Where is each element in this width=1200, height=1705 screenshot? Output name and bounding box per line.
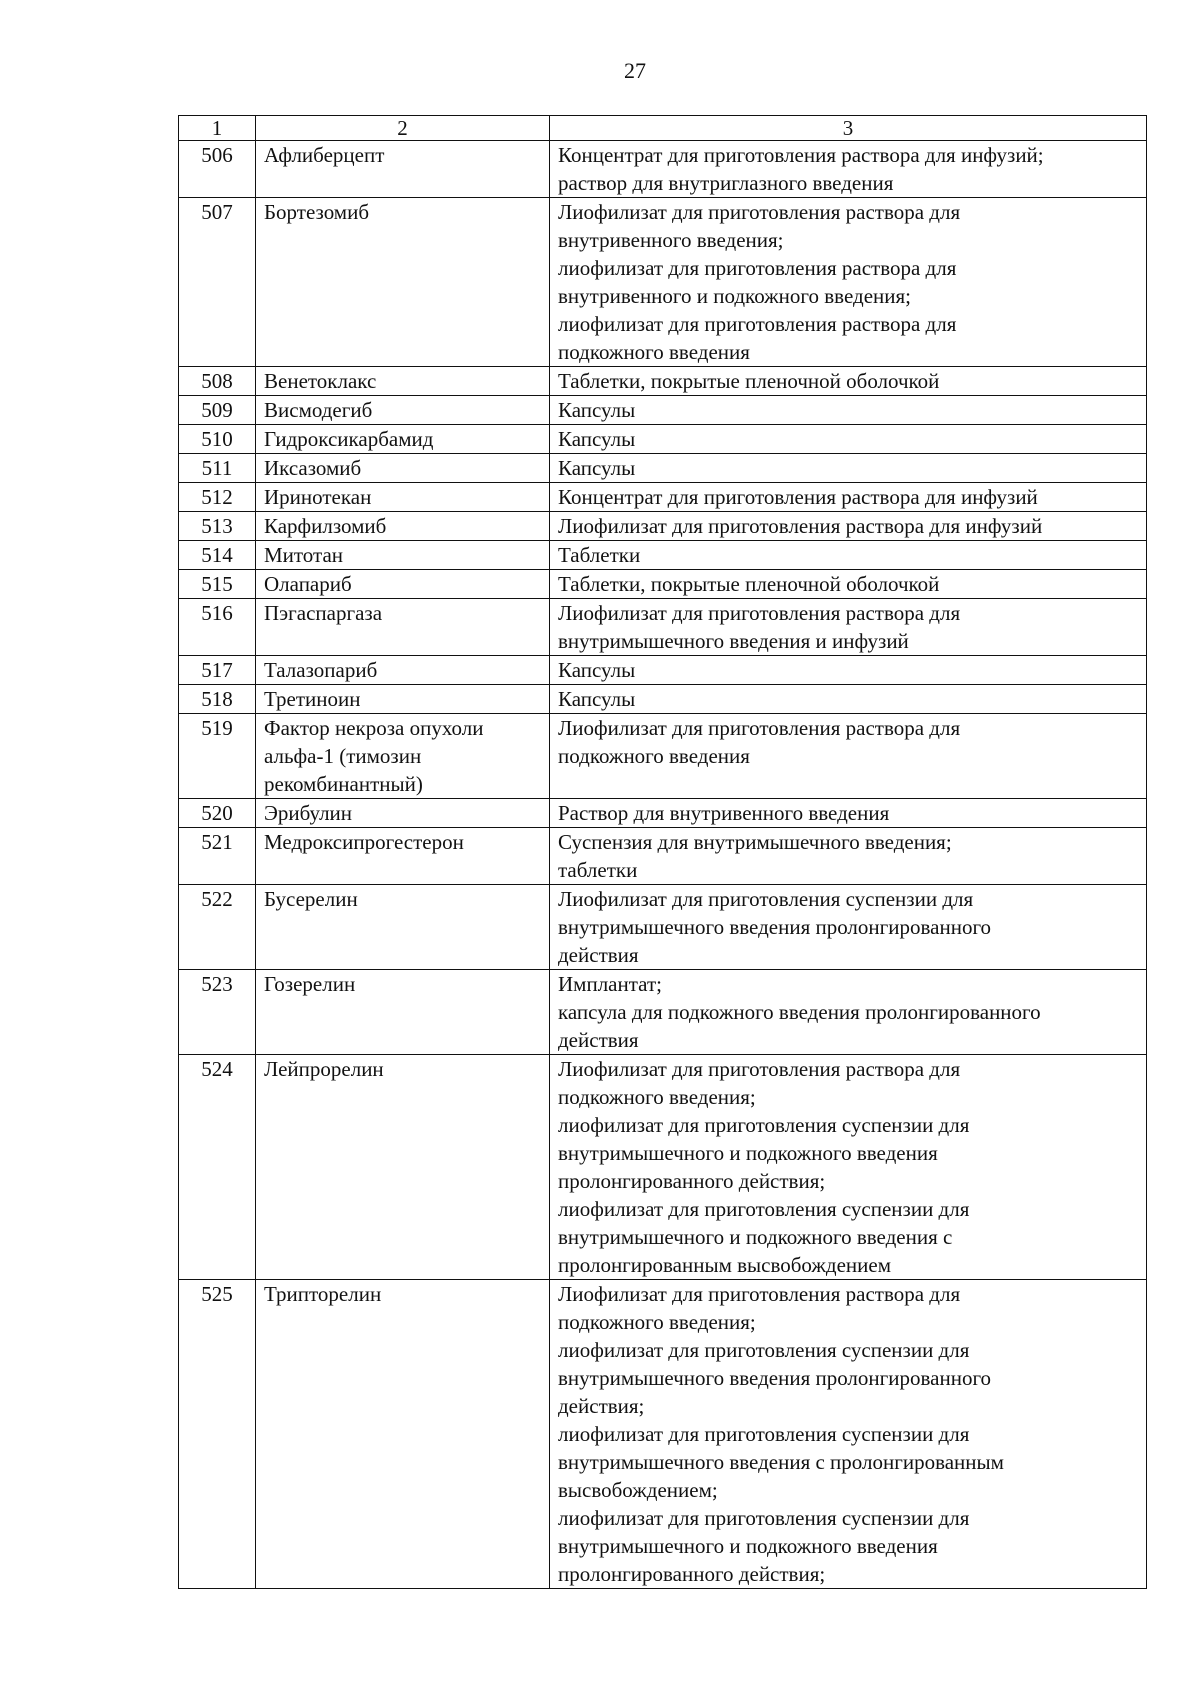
- dosage-form-line: Суспензия для внутримышечного введения;: [558, 830, 952, 854]
- drug-name-line: Висмодегиб: [264, 398, 373, 422]
- dosage-form-line: внутримышечного и подкожного введения: [558, 1534, 938, 1558]
- dosage-form-line: Имплантат;: [558, 972, 662, 996]
- row-number: 519: [179, 714, 256, 799]
- table-row: [179, 541, 1147, 570]
- row-number: 513: [179, 512, 256, 541]
- drug-name-cell: [256, 141, 550, 198]
- row-number: 521: [179, 828, 256, 885]
- row-number: 509: [179, 396, 256, 425]
- dosage-form-line: Капсулы: [558, 687, 636, 711]
- drug-name-line: Афлиберцепт: [264, 143, 385, 167]
- table-row: [179, 1055, 1147, 1280]
- drug-name-cell: [256, 483, 550, 512]
- row-number: 520: [179, 799, 256, 828]
- drug-name-cell: [256, 541, 550, 570]
- drug-name-cell: [256, 828, 550, 885]
- row-number: 517: [179, 656, 256, 685]
- dosage-form-line: лиофилизат для приготовления раствора для: [558, 256, 957, 280]
- dosage-form-line: действия: [558, 1028, 639, 1052]
- drug-name-line: Олапариб: [264, 572, 352, 596]
- dosage-form-line: подкожного введения;: [558, 1310, 756, 1334]
- dosage-form-line: Лиофилизат для приготовления суспензии для: [558, 887, 974, 911]
- row-number: 512: [179, 483, 256, 512]
- table-row: [179, 483, 1147, 512]
- dosage-form-line: лиофилизат для приготовления суспензии для: [558, 1197, 970, 1221]
- drug-name-line: Митотан: [264, 543, 344, 567]
- dosage-form-line: Лиофилизат для приготовления раствора для: [558, 601, 961, 625]
- row-number: 507: [179, 198, 256, 367]
- dosage-form-cell: [550, 599, 1147, 656]
- page-number: 27: [624, 58, 646, 83]
- table-row: [179, 396, 1147, 425]
- dosage-form-line: Капсулы: [558, 456, 636, 480]
- dosage-form-line: внутримышечного и подкожного введения с: [558, 1225, 953, 1249]
- drug-name-cell: [256, 425, 550, 454]
- dosage-form-line: Лиофилизат для приготовления раствора для: [558, 1282, 961, 1306]
- dosage-form-line: внутримышечного введения пролонгированного: [558, 915, 992, 939]
- dosage-form-cell: [550, 141, 1147, 198]
- dosage-form-cell: [550, 970, 1147, 1055]
- dosage-form-cell: [550, 541, 1147, 570]
- table-row: [179, 1280, 1147, 1589]
- dosage-form-cell: [550, 714, 1147, 799]
- dosage-form-line: внутримышечного введения пролонгированного: [558, 1366, 992, 1390]
- dosage-form-line: раствор для внутриглазного введения: [558, 171, 894, 195]
- table-row: [179, 714, 1147, 799]
- dosage-form-line: Таблетки: [558, 543, 641, 567]
- drug-name-line: Пэгаспаргаза: [264, 601, 383, 625]
- table-header-row: [179, 116, 1147, 141]
- row-number: 514: [179, 541, 256, 570]
- drug-name-line: Гидроксикарбамид: [264, 427, 434, 451]
- table-row: [179, 685, 1147, 714]
- dosage-form-line: внутривенного введения;: [558, 228, 784, 252]
- dosage-form-line: лиофилизат для приготовления суспензии для: [558, 1506, 970, 1530]
- dosage-form-cell: [550, 656, 1147, 685]
- dosage-form-line: Капсулы: [558, 427, 636, 451]
- dosage-form-cell: [550, 685, 1147, 714]
- table-row: [179, 367, 1147, 396]
- dosage-form-line: Концентрат для приготовления раствора для инфузий;: [558, 143, 1044, 167]
- dosage-form-line: лиофилизат для приготовления суспензии для: [558, 1113, 970, 1137]
- dosage-form-line: внутримышечного введения и инфузий: [558, 629, 909, 653]
- drug-name-cell: [256, 454, 550, 483]
- dosage-form-line: Таблетки, покрытые пленочной оболочкой: [558, 572, 940, 596]
- drug-name-cell: [256, 885, 550, 970]
- drug-name-line: альфа-1 (тимозин: [264, 744, 422, 768]
- drug-name-cell: [256, 799, 550, 828]
- dosage-form-line: Капсулы: [558, 658, 636, 682]
- row-number: 511: [179, 454, 256, 483]
- drug-name-cell: [256, 1055, 550, 1280]
- dosage-form-line: лиофилизат для приготовления суспензии для: [558, 1422, 970, 1446]
- row-number: 523: [179, 970, 256, 1055]
- table-row: [179, 828, 1147, 885]
- row-number: 515: [179, 570, 256, 599]
- dosage-form-cell: [550, 454, 1147, 483]
- dosage-form-cell: [550, 367, 1147, 396]
- dosage-form-line: Лиофилизат для приготовления раствора для: [558, 716, 961, 740]
- row-number: 525: [179, 1280, 256, 1589]
- dosage-form-cell: [550, 1280, 1147, 1589]
- dosage-form-line: действия;: [558, 1394, 645, 1418]
- drug-name-cell: [256, 570, 550, 599]
- row-number: 510: [179, 425, 256, 454]
- drug-name-cell: [256, 1280, 550, 1589]
- drug-name-line: Венетоклакс: [264, 369, 377, 393]
- dosage-form-line: Лиофилизат для приготовления раствора для инфузий: [558, 514, 1043, 538]
- dosage-form-line: внутримышечного введения с пролонгированным: [558, 1450, 1004, 1474]
- row-number: 508: [179, 367, 256, 396]
- table-row: [179, 799, 1147, 828]
- dosage-form-line: Капсулы: [558, 398, 636, 422]
- drug-name-line: Трипторелин: [264, 1282, 382, 1306]
- dosage-form-line: лиофилизат для приготовления раствора для: [558, 312, 957, 336]
- table-row: [179, 885, 1147, 970]
- drug-name-cell: [256, 970, 550, 1055]
- dosage-form-line: внутримышечного и подкожного введения: [558, 1141, 938, 1165]
- dosage-form-line: Раствор для внутривенного введения: [558, 801, 890, 825]
- dosage-form-line: высвобождением;: [558, 1478, 718, 1502]
- column-header-name: 2: [256, 116, 550, 141]
- drug-name-line: Иринотекан: [264, 485, 372, 509]
- column-header-form: 3: [550, 116, 1147, 141]
- dosage-form-cell: [550, 396, 1147, 425]
- row-number: 516: [179, 599, 256, 656]
- dosage-form-line: подкожного введения: [558, 340, 750, 364]
- dosage-form-cell: [550, 885, 1147, 970]
- table-row: [179, 512, 1147, 541]
- dosage-form-line: пролонгированного действия;: [558, 1169, 826, 1193]
- table-row: [179, 198, 1147, 367]
- table-body: [179, 141, 1147, 1589]
- dosage-form-line: Таблетки, покрытые пленочной оболочкой: [558, 369, 940, 393]
- drug-name-cell: [256, 396, 550, 425]
- drug-name-line: Талазопариб: [264, 658, 378, 682]
- row-number: 522: [179, 885, 256, 970]
- dosage-form-line: Лиофилизат для приготовления раствора для: [558, 200, 961, 224]
- column-header-number: 1: [179, 116, 256, 141]
- dosage-form-cell: [550, 425, 1147, 454]
- row-number: 524: [179, 1055, 256, 1280]
- dosage-form-line: лиофилизат для приготовления суспензии для: [558, 1338, 970, 1362]
- drug-name-line: Эрибулин: [264, 801, 353, 825]
- dosage-form-cell: [550, 799, 1147, 828]
- dosage-form-cell: [550, 1055, 1147, 1280]
- dosage-form-cell: [550, 570, 1147, 599]
- drug-name-cell: [256, 512, 550, 541]
- drug-name-line: Карфилзомиб: [264, 514, 387, 538]
- table-row: [179, 656, 1147, 685]
- table-row: [179, 599, 1147, 656]
- drug-name-cell: [256, 367, 550, 396]
- row-number: 518: [179, 685, 256, 714]
- drug-name-line: Лейпрорелин: [264, 1057, 384, 1081]
- table-row: [179, 141, 1147, 198]
- drug-name-line: Гозерелин: [264, 972, 356, 996]
- table-row: [179, 970, 1147, 1055]
- drug-name-line: Фактор некроза опухоли: [264, 716, 484, 740]
- drug-table: [178, 115, 1147, 1589]
- dosage-form-line: капсула для подкожного введения пролонгированного: [558, 1000, 1041, 1024]
- dosage-form-line: пролонгированного действия;: [558, 1562, 826, 1586]
- table-row: [179, 570, 1147, 599]
- dosage-form-line: таблетки: [558, 858, 638, 882]
- drug-name-line: Бусерелин: [264, 887, 358, 911]
- drug-name-line: Третиноин: [264, 687, 361, 711]
- dosage-form-line: действия: [558, 943, 639, 967]
- drug-name-cell: [256, 599, 550, 656]
- dosage-form-line: Концентрат для приготовления раствора для инфузий: [558, 485, 1038, 509]
- drug-name-cell: [256, 656, 550, 685]
- drug-name-cell: [256, 198, 550, 367]
- dosage-form-line: подкожного введения;: [558, 1085, 756, 1109]
- dosage-form-cell: [550, 828, 1147, 885]
- table-row: [179, 425, 1147, 454]
- drug-name-line: Бортезомиб: [264, 200, 370, 224]
- dosage-form-cell: [550, 198, 1147, 367]
- row-number: 506: [179, 141, 256, 198]
- dosage-form-line: внутривенного и подкожного введения;: [558, 284, 911, 308]
- table-row: [179, 454, 1147, 483]
- dosage-form-line: подкожного введения: [558, 744, 750, 768]
- dosage-form-line: Лиофилизат для приготовления раствора для: [558, 1057, 961, 1081]
- drug-name-line: рекомбинантный): [264, 772, 423, 796]
- dosage-form-cell: [550, 512, 1147, 541]
- drug-name-cell: [256, 685, 550, 714]
- drug-name-line: Иксазомиб: [264, 456, 362, 480]
- drug-name-cell: [256, 714, 550, 799]
- dosage-form-cell: [550, 483, 1147, 512]
- drug-name-line: Медроксипрогестерон: [264, 830, 464, 854]
- dosage-form-line: пролонгированным высвобождением: [558, 1253, 891, 1277]
